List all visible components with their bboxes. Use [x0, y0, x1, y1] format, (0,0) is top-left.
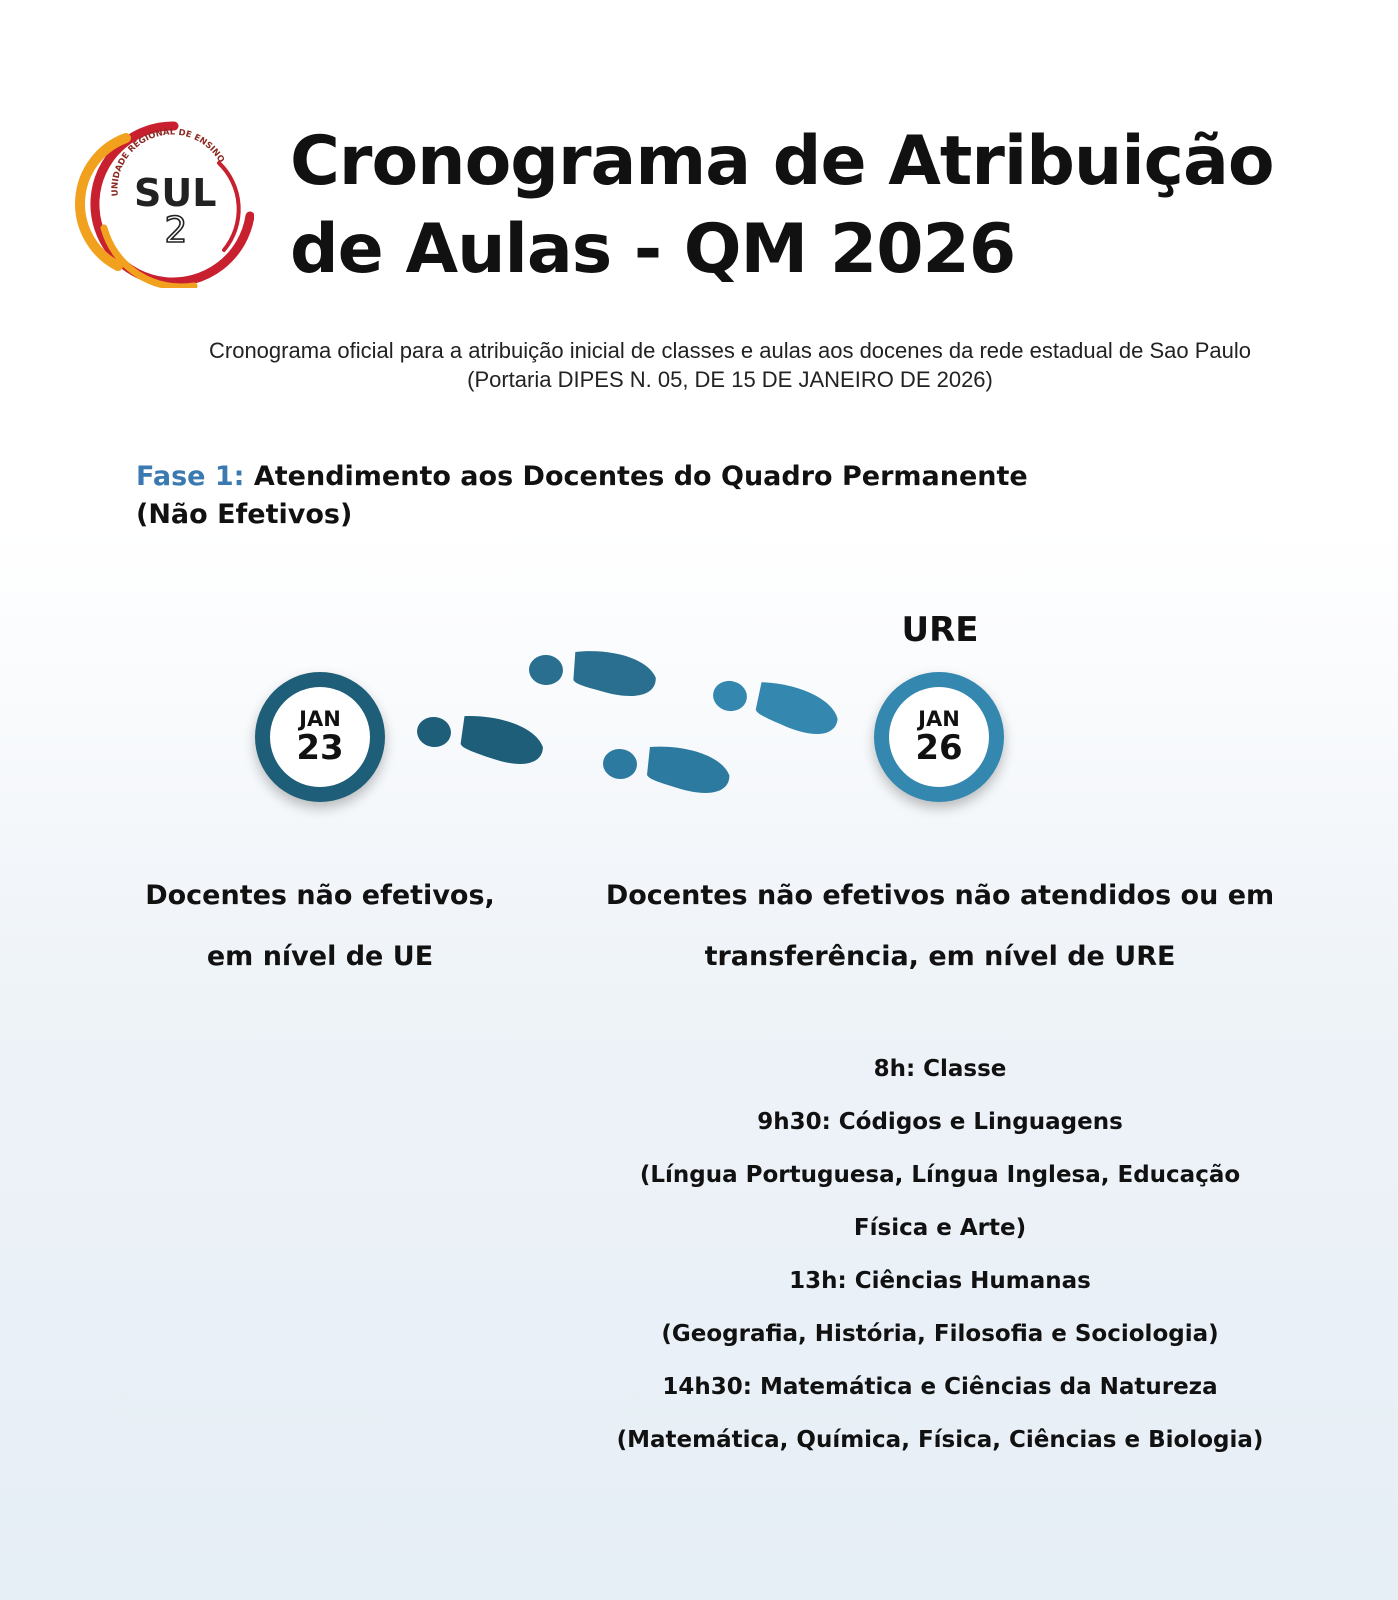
- logo-emblem: [74, 108, 254, 288]
- footprint-4: [709, 671, 842, 739]
- description-ure: [600, 865, 1280, 987]
- date-day: 26: [915, 728, 963, 768]
- schedule-line: (Geografia, História, Filosofia e Sociologia): [661, 1321, 1219, 1347]
- schedule-line: 14h30: Matemática e Ciências da Natureza: [662, 1374, 1218, 1400]
- schedule-line: 8h: Classe: [873, 1056, 1007, 1082]
- footprint-3: [601, 740, 732, 796]
- footprints-icon: [400, 640, 850, 830]
- footprint-2: [528, 647, 658, 698]
- phase-label: Fase 1:: [136, 461, 245, 492]
- description-ue-line-1: Docentes não efetivos,: [145, 880, 495, 911]
- subtitle: [110, 336, 1350, 394]
- description-ue-line-2: em nível de UE: [206, 941, 434, 972]
- title-line-1: Cronograma de Atribuição: [290, 122, 1274, 201]
- description-ure-line-2: transferência, em nível de URE: [704, 941, 1176, 972]
- logo-text-sul: SUL: [134, 171, 217, 215]
- schedule-list: [600, 1043, 1280, 1467]
- phase-heading: [136, 458, 1028, 534]
- subtitle-line-2: (Portaria DIPES N. 05, DE 15 DE JANEIRO DE 2026): [467, 367, 993, 392]
- subtitle-line-1: Cronograma oficial para a atribuição inicial de classes e aulas aos docenes da rede estadual de Sao Paulo: [209, 338, 1251, 363]
- page-title: [290, 118, 1274, 294]
- schedule-line: (Matemática, Química, Física, Ciências e Biologia): [616, 1427, 1264, 1453]
- date-month: JAN: [918, 707, 960, 731]
- schedule-line: Física e Arte): [853, 1215, 1027, 1241]
- date-month: JAN: [299, 707, 341, 731]
- sul2-logo: [74, 108, 254, 288]
- schedule-line: 13h: Ciências Humanas: [789, 1268, 1091, 1294]
- footprint-1: [414, 708, 546, 768]
- title-line-2: de Aulas - QM 2026: [290, 210, 1016, 289]
- date-badge-jan-26: [874, 672, 1004, 802]
- description-ue: [120, 865, 520, 987]
- phase-title-line-1: Atendimento aos Docentes do Quadro Permanente: [253, 461, 1028, 492]
- date-badge-jan-23: [255, 672, 385, 802]
- logo-ring-text: UNIDADE REGIONAL DE ENSINO: [110, 127, 227, 197]
- schedule-line: 9h30: Códigos e Linguagens: [757, 1109, 1123, 1135]
- date-day: 23: [296, 728, 344, 768]
- phase-title-line-2: (Não Efetivos): [136, 499, 353, 530]
- ure-label: URE: [901, 610, 979, 650]
- schedule-line: (Língua Portuguesa, Língua Inglesa, Educação: [639, 1162, 1241, 1188]
- description-ure-line-1: Docentes não efetivos não atendidos ou em: [605, 880, 1275, 911]
- logo-text-number: 2: [164, 210, 188, 251]
